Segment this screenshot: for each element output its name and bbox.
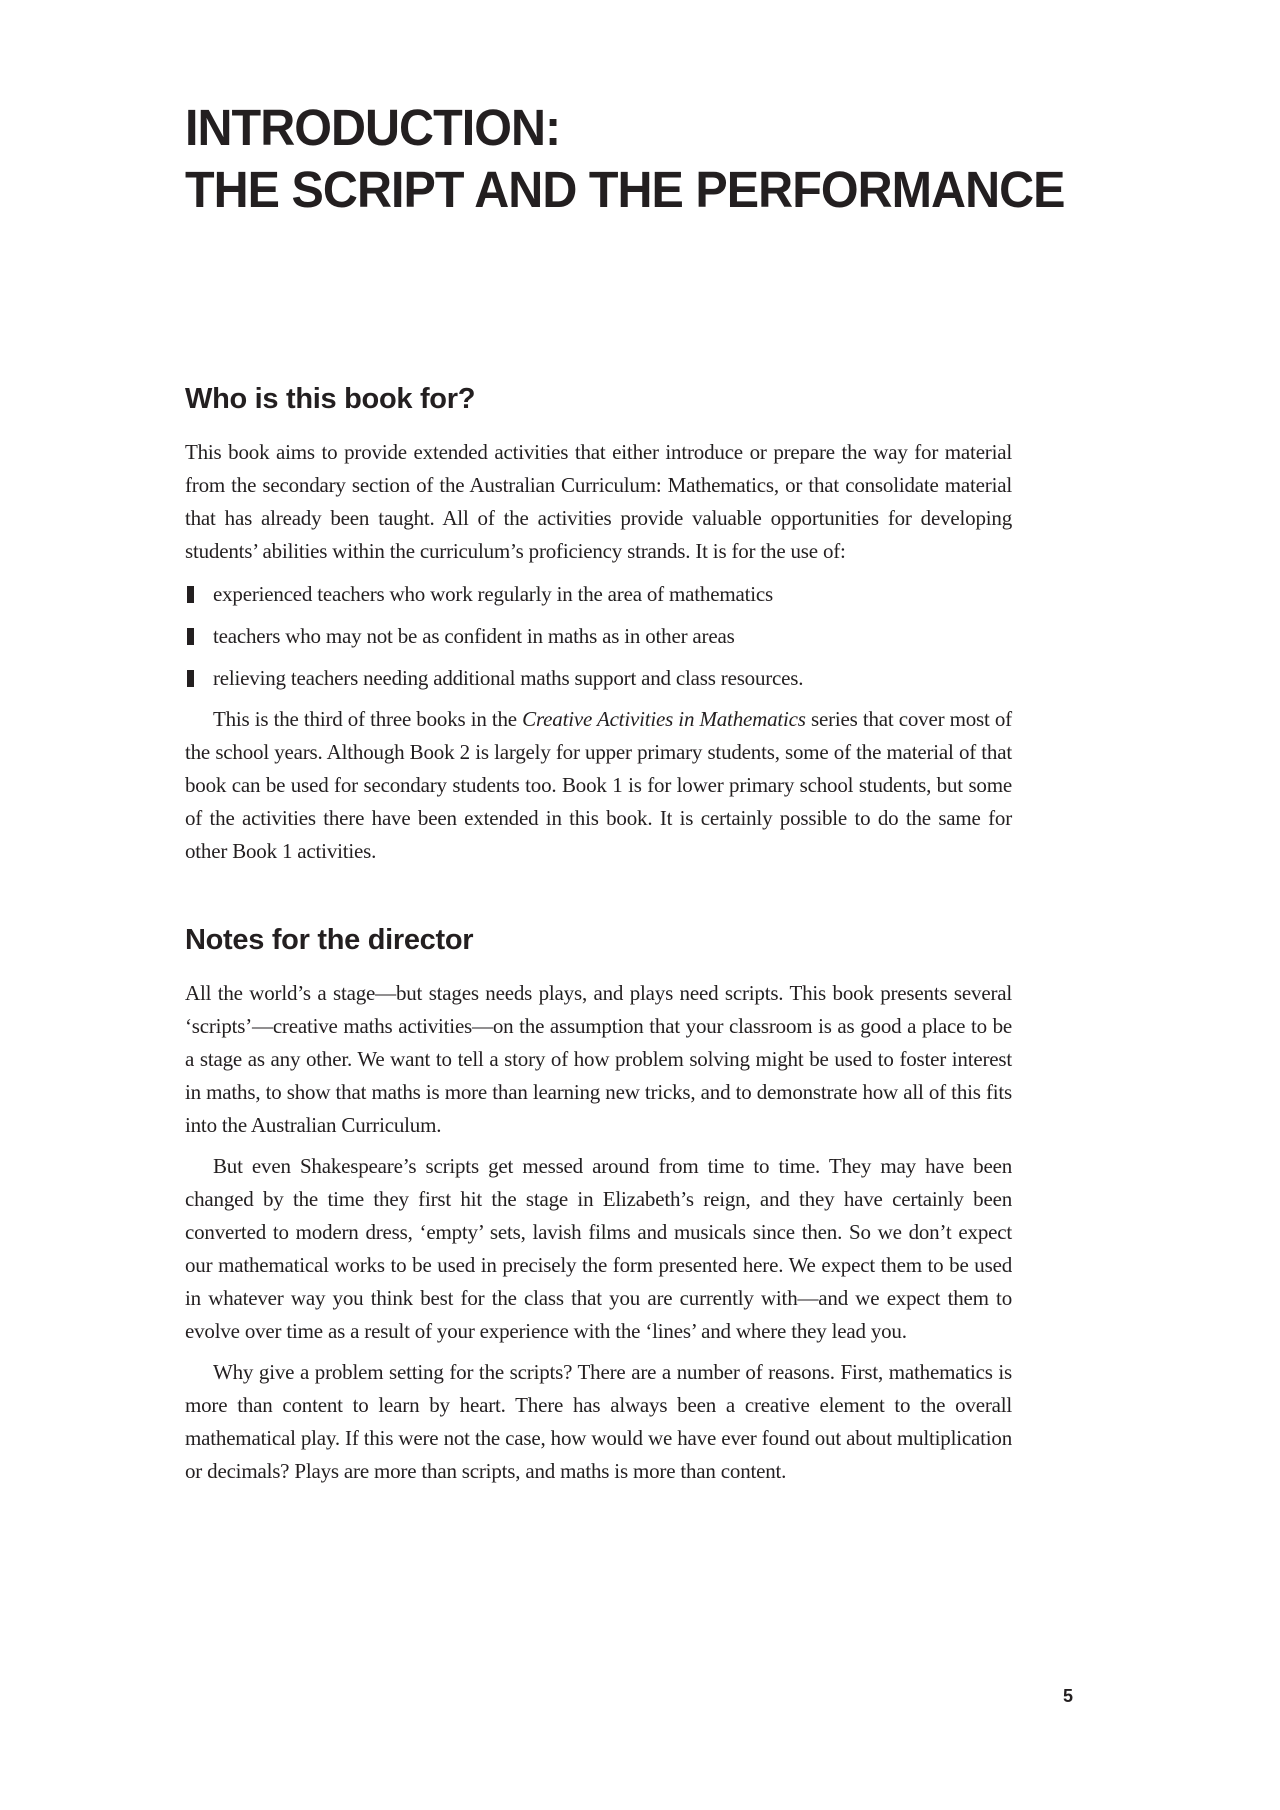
- section-heading-who-is-this-book-for: Who is this book for?: [185, 383, 476, 415]
- bullet-item: [185, 620, 1012, 653]
- audience-bullet-list: [185, 578, 1012, 695]
- notes-paragraph-3: Why give a problem setting for the scripts? There are a number of reasons. First, mathematics is more than content to learn by heart. There has always been a creative element to the overall mathematical play. If this were not the case, how would we have ever found out about multiplication or decimals? Plays are more than scripts, and maths is more than content.: [185, 1360, 1012, 1483]
- series-paragraph-before: This is the third of three books in the: [213, 707, 523, 731]
- bullet-icon: [187, 628, 194, 645]
- bullet-item-text: experienced teachers who work regularly in the area of mathematics: [213, 582, 773, 606]
- section-notes-for-the-director: [185, 922, 1012, 1488]
- bullet-item: [185, 662, 1012, 695]
- series-paragraph: [185, 703, 1012, 868]
- bullet-icon: [187, 586, 194, 603]
- page-title: [185, 97, 1065, 221]
- bullet-item-text: teachers who may not be as confident in maths as in other areas: [213, 624, 735, 648]
- series-title: Creative Activities in Mathematics: [522, 707, 806, 731]
- bullet-icon: [187, 670, 194, 687]
- bullet-item: [185, 578, 1012, 611]
- bullet-item-text: relieving teachers needing additional maths support and class resources.: [213, 666, 804, 690]
- notes-paragraph-1: All the world’s a stage—but stages needs plays, and plays need scripts. This book presents several ‘scripts’—creative maths activities—on the assumption that your classroom is as good a place to be a stage as any other. We want to tell a story of how problem solving might be used to foster interest in maths, to show that maths is more than learning new tricks, and to demonstrate how all of this fits into the Australian Curriculum.: [185, 981, 1012, 1137]
- page-title-line2: THE SCRIPT AND THE PERFORMANCE: [185, 161, 1065, 218]
- series-paragraph-after: series that cover most of the school years. Although Book 2 is largely for upper primary students, some of the material of that book can be used for secondary students too. Book 1 is for lower primary school students, but some of the activities there have been extended in this book. It is certainly possible to do the same for other Book 1 activities.: [185, 707, 1012, 863]
- section-heading-notes-for-the-director: Notes for the director: [185, 924, 474, 956]
- section-who-is-this-book-for: [185, 381, 1012, 868]
- intro-paragraph: This book aims to provide extended activities that either introduce or prepare the way for material from the secondary section of the Australian Curriculum: Mathematics, or that consolidate material that has already been taught. All of the activities provide valuable opportunities for developing students’ abilities within the curriculum’s proficiency strands. It is for the use of:: [185, 440, 1012, 563]
- page-title-line1: INTRODUCTION:: [185, 99, 561, 156]
- notes-paragraph-2: But even Shakespeare’s scripts get messed around from time to time. They may have been changed by the time they first hit the stage in Elizabeth’s reign, and they have certainly been converted to modern dress, ‘empty’ sets, lavish films and musicals since then. So we don’t expect our mathematical works to be used in precisely the form presented here. We expect them to be used in whatever way you think best for the class that you are currently with—and we expect them to evolve over time as a result of your experience with the ‘lines’ and where they lead you.: [185, 1154, 1012, 1343]
- page-number: 5: [1063, 1686, 1074, 1706]
